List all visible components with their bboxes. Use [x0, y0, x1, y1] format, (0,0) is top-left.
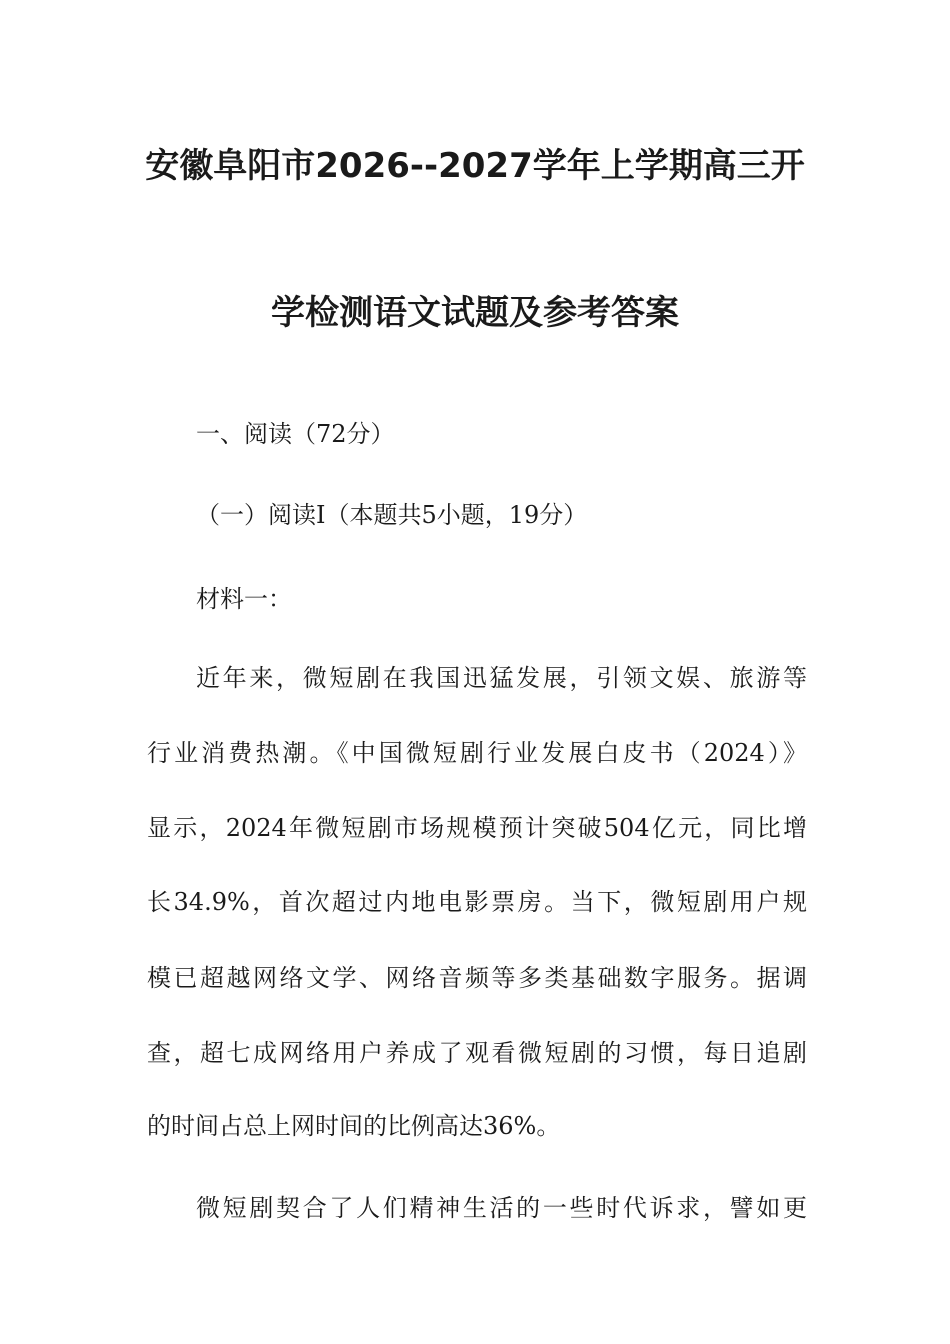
paragraph-line: 近年来，微短剧在我国迅猛发展，引领文娱、旅游等: [196, 664, 807, 692]
paragraph-line: 长34.9%，首次超过内地电影票房。当下，微短剧用户规: [147, 888, 807, 916]
paragraph-line: 查，超七成网络用户养成了观看微短剧的习惯，每日追剧: [147, 1039, 807, 1067]
material-label: 材料一：: [196, 585, 292, 613]
paragraph-line: 的时间占总上网时间的比例高达36%。: [147, 1112, 561, 1140]
paragraph-line: 模已超越网络文学、网络音频等多类基础数字服务。据调: [147, 964, 807, 992]
document-title-line-1: 安徽阜阳市2026--2027学年上学期高三开: [145, 146, 805, 186]
paragraph-line: 行业消费热潮。《中国微短剧行业发展白皮书（2024）》: [147, 739, 807, 767]
subsection-heading: （一）阅读I（本题共5小题，19分）: [196, 501, 588, 529]
section-heading: 一、阅读（72分）: [196, 420, 395, 448]
paragraph-line: 显示，2024年微短剧市场规模预计突破504亿元，同比增: [147, 814, 807, 842]
paragraph-line: 微短剧契合了人们精神生活的一些时代诉求，譬如更: [196, 1194, 807, 1222]
document-title-line-2: 学检测语文试题及参考答案: [271, 293, 679, 333]
